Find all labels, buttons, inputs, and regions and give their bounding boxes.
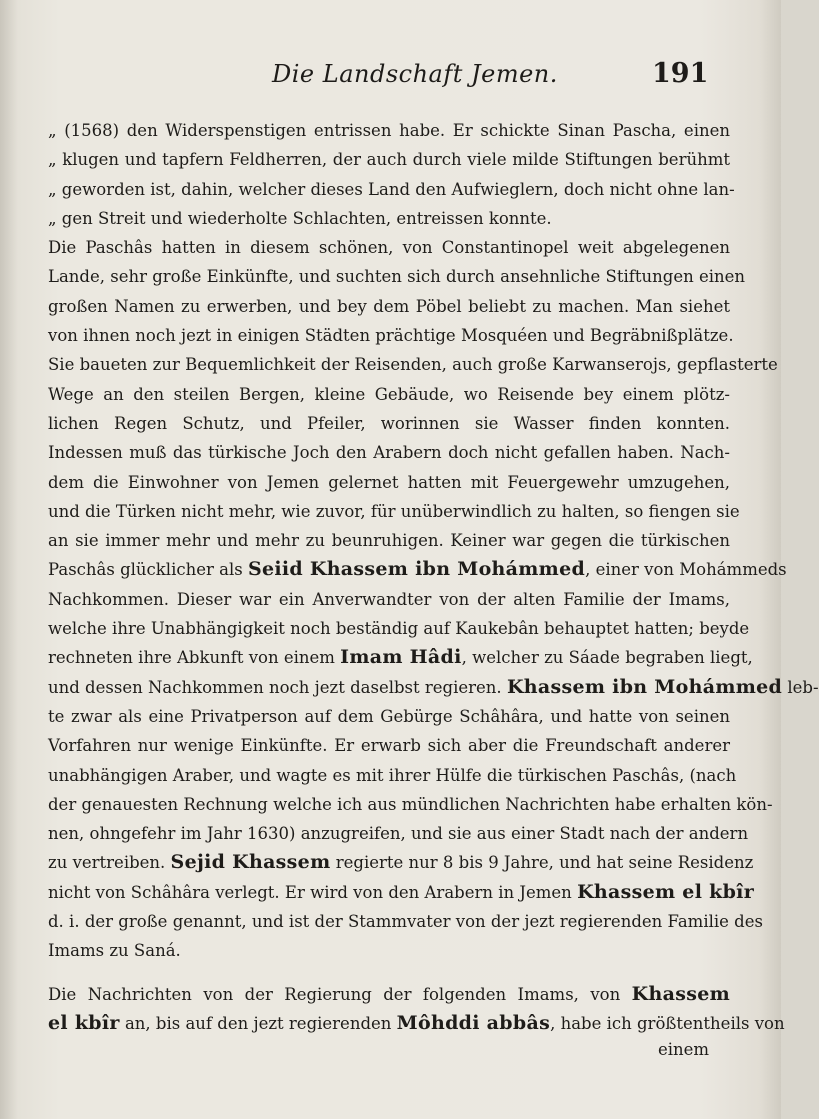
text-line bbox=[48, 321, 734, 350]
text-segment: von ihnen noch jezt in einigen Städten prächtige Mosquéen und Begräbnißplätze. bbox=[48, 326, 734, 346]
text-segment: Vorfahren nur wenige Einkünfte. Er erwarb sich aber die Freundschaft anderer bbox=[48, 736, 730, 756]
text-segment: Die Nachrichten von der Regierung der folgenden Imams, von bbox=[48, 984, 632, 1004]
text-segment: dem die Einwohner von Jemen gelernet hatten mit Feuergewehr umzugehen, bbox=[48, 472, 730, 492]
paragraph bbox=[48, 233, 819, 965]
text-line bbox=[48, 702, 730, 731]
text-line bbox=[48, 116, 730, 145]
text-segment: an, bis auf den jezt regierenden bbox=[119, 1013, 397, 1033]
text-segment: Sie baueten zur Bequemlichkeit der Reisenden, auch große Karwanserojs, gepflasterte bbox=[48, 355, 778, 375]
emphasized-name: Môhddi abbâs bbox=[396, 1011, 551, 1034]
emphasized-name: Imam Hâdi bbox=[340, 646, 462, 669]
text-line bbox=[48, 262, 746, 291]
text-segment: an sie immer mehr und mehr zu beunruhigen. Keiner war gegen die türkischen bbox=[48, 531, 730, 551]
emphasized-name: Khassem ibn Mohámmed bbox=[506, 675, 783, 698]
running-title: Die Landschaft Jemen. bbox=[272, 60, 558, 88]
text-segment: großen Namen zu erwerben, und bey dem Pöbel beliebt zu machen. Man siehet bbox=[48, 296, 730, 316]
text-line bbox=[48, 555, 787, 584]
text-line bbox=[48, 497, 740, 526]
text-segment: „ (1568) den Widerspenstigen entrissen habe. Er schickte Sinan Pascha, einen bbox=[48, 121, 730, 140]
text-line bbox=[48, 848, 754, 877]
paragraph bbox=[48, 116, 735, 233]
text-segment: unabhängigen Araber, und wagte es mit ihrer Hülfe die türkischen Paschâs, (nach bbox=[48, 765, 737, 785]
text-segment: „ geworden ist, dahin, welcher dieses Land den Aufwieglern, doch nicht ohne lan- bbox=[48, 179, 735, 199]
text-segment: te zwar als eine Privatperson auf dem Gebürge Schâhâra, und hatte von seinen bbox=[48, 706, 730, 726]
text-segment: und die Türken nicht mehr, wie zuvor, für unüberwindlich zu halten, so fiengen sie bbox=[48, 501, 740, 521]
emphasized-name: el kbîr bbox=[48, 1011, 120, 1034]
text-segment: leb- bbox=[782, 677, 819, 697]
text-line bbox=[48, 350, 778, 379]
text-line bbox=[48, 614, 750, 643]
text-line bbox=[48, 790, 773, 819]
text-segment: , einer von Mohámmeds bbox=[585, 560, 787, 580]
text-line bbox=[48, 409, 730, 438]
page-number: 191 bbox=[652, 58, 709, 89]
text-line bbox=[48, 673, 819, 702]
text-segment: nen, ohngefehr im Jahr 1630) anzugreifen, und sie aus einer Stadt nach der andern bbox=[48, 824, 749, 844]
text-segment: welche ihre Unabhängigkeit noch beständig auf Kaukebân behauptet hatten; beyde bbox=[48, 619, 750, 639]
page-header bbox=[0, 58, 781, 98]
text-line bbox=[48, 643, 753, 672]
paragraph-gap bbox=[48, 966, 730, 980]
text-segment: zu vertreiben. bbox=[48, 853, 171, 873]
text-line bbox=[48, 1009, 785, 1038]
text-segment: d. i. der große genannt, und ist der Stammvater von der jezt regierenden Familie des bbox=[48, 912, 763, 932]
text-line bbox=[48, 292, 730, 321]
text-line bbox=[48, 233, 730, 262]
text-line bbox=[48, 380, 730, 409]
text-segment: Lande, sehr große Einkünfte, und suchten sich durch ansehnliche Stiftungen einen bbox=[48, 267, 746, 287]
text-line bbox=[48, 145, 730, 174]
text-line bbox=[48, 526, 730, 555]
text-segment: der genauesten Rechnung welche ich aus mündlichen Nachrichten habe erhalten kön- bbox=[48, 794, 773, 814]
paragraph bbox=[48, 980, 785, 1039]
text-segment: regierte nur 8 bis 9 Jahre, und hat seine Residenz bbox=[330, 853, 754, 873]
text-line bbox=[48, 468, 730, 497]
emphasized-name: Khassem el kbîr bbox=[577, 880, 755, 903]
text-segment: rechneten ihre Abkunft von einem bbox=[48, 648, 341, 668]
emphasized-name: Sejid Khassem bbox=[170, 851, 331, 874]
text-line bbox=[48, 936, 730, 965]
text-segment: „ klugen und tapfern Feldherren, der auch durch viele milde Stiftungen berühmt bbox=[48, 150, 730, 170]
text-segment: und dessen Nachkommen noch jezt daselbst regieren. bbox=[48, 677, 507, 697]
text-line bbox=[48, 438, 730, 467]
text-line bbox=[48, 878, 755, 907]
text-segment: nicht von Schâhâra verlegt. Er wird von den Arabern in Jemen bbox=[48, 882, 578, 902]
text-segment: Die Paschâs hatten in diesem schönen, von Constantinopel weit abgelegenen bbox=[48, 238, 730, 258]
text-segment: Imams zu Saná. bbox=[48, 941, 181, 961]
text-segment: Wege an den steilen Bergen, kleine Gebäude, wo Reisende bey einem plötz- bbox=[48, 384, 730, 404]
text-segment: , welcher zu Sáade begraben liegt, bbox=[461, 648, 753, 668]
text-segment: Paschâs glücklicher als bbox=[48, 560, 248, 580]
catchword: einem bbox=[658, 1040, 710, 1059]
emphasized-name: Khassem bbox=[631, 982, 730, 1005]
text-line bbox=[48, 175, 735, 204]
text-line bbox=[48, 204, 730, 233]
text-line bbox=[48, 731, 730, 760]
text-line bbox=[48, 907, 763, 936]
text-line bbox=[48, 819, 749, 848]
text-segment: „ gen Streit und wiederholte Schlachten, entreissen konnte. bbox=[48, 208, 552, 228]
text-segment: , habe ich größtentheils von bbox=[550, 1013, 785, 1033]
text-segment: Nachkommen. Dieser war ein Anverwandter von der alten Familie der Imams, bbox=[48, 589, 730, 609]
text-line bbox=[48, 980, 730, 1009]
text-segment: Indessen muß das türkische Joch den Arabern doch nicht gefallen haben. Nach- bbox=[48, 443, 730, 463]
emphasized-name: Seiid Khassem ibn Mohámmed bbox=[247, 558, 586, 581]
text-line bbox=[48, 585, 730, 614]
body-text bbox=[48, 116, 819, 1038]
text-line bbox=[48, 761, 737, 790]
text-segment: lichen Regen Schutz, und Pfeiler, worinnen sie Wasser finden konnten. bbox=[48, 413, 730, 433]
